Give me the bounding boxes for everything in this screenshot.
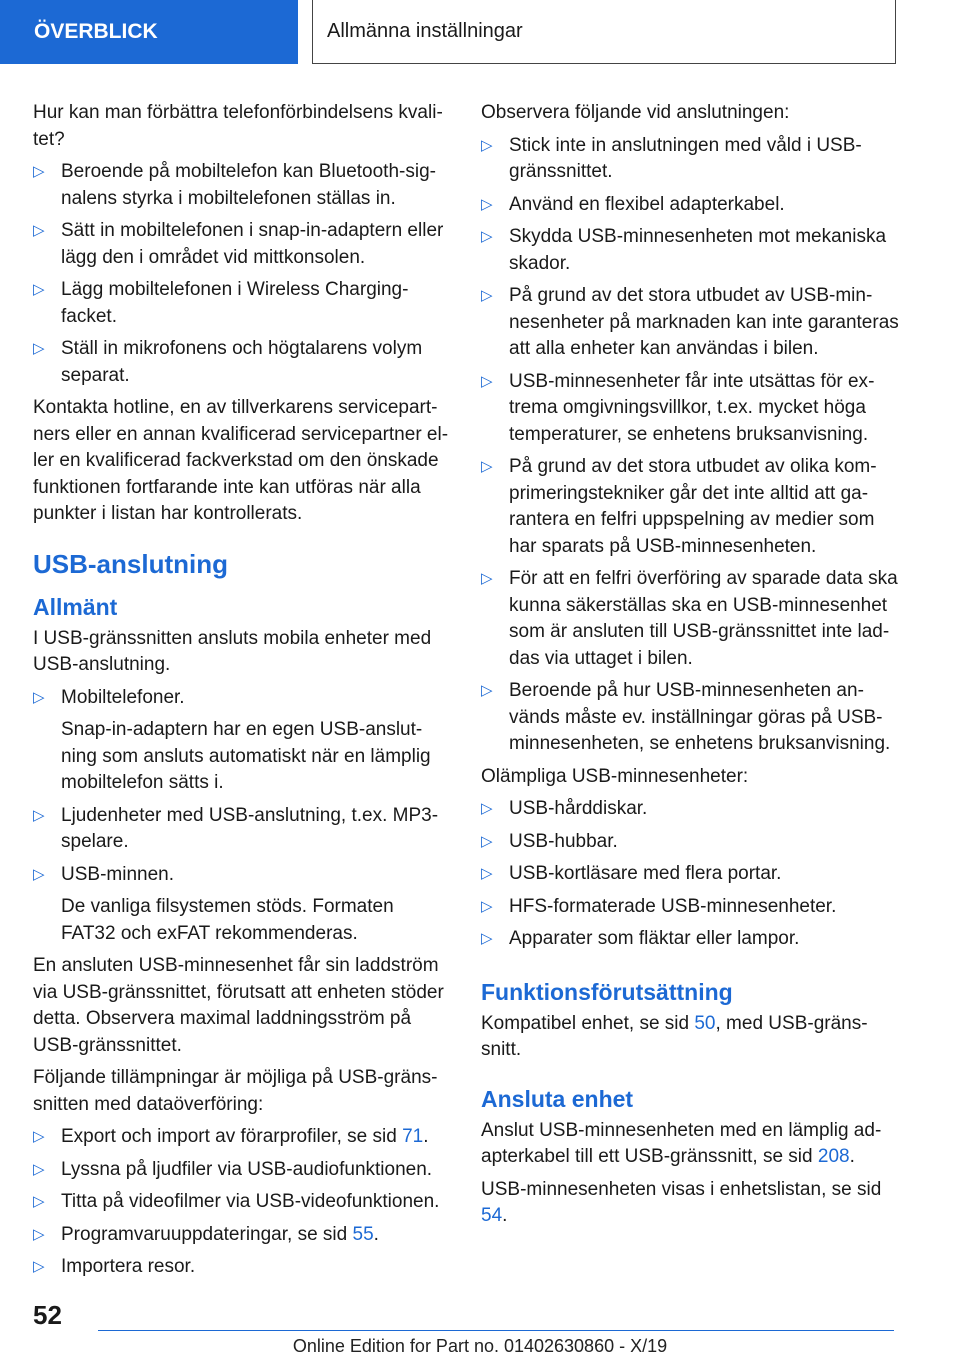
- list-item: ▷ Använd en flexibel adapterkabel.: [481, 192, 899, 219]
- page-link-54[interactable]: 54: [481, 1205, 503, 1226]
- list-item: ▷ Mobiltelefoner. Snap-in-adaptern har en egen USB-anslutning som ansluts automatiskt när en lämplig mobiltelefon sätts i.: [33, 686, 431, 793]
- triangle-bullet-icon: ▷: [481, 682, 493, 699]
- list-item: ▷ Ljudenheter med USB-anslutning, t.ex. MP3-spelare.: [33, 804, 439, 852]
- triangle-bullet-icon: ▷: [33, 340, 45, 357]
- triangle-bullet-icon: ▷: [481, 930, 493, 947]
- triangle-bullet-icon: ▷: [33, 1258, 45, 1275]
- list-item: ▷ USB-hårddiskar.: [481, 796, 899, 823]
- list-item: ▷ Beroende på hur USB-minnesenheten används måste ev. inställningar göras på USB-minnesenheten, se enhetens bruksanvisning.: [481, 680, 891, 754]
- intro-list: [33, 159, 451, 389]
- triangle-bullet-icon: ▷: [481, 897, 493, 915]
- page-number: 52: [33, 1300, 62, 1330]
- section-tab: ÖVERBLICK: [0, 0, 298, 64]
- triangle-bullet-icon: ▷: [481, 372, 493, 390]
- device-list-paragraph: USB-minnesenheten visas i enhetslistan, se sid 54.: [481, 1178, 882, 1226]
- device-list: [33, 685, 451, 948]
- list-item: ▷ Export och import av förarprofiler, se sid 71.: [33, 1124, 451, 1151]
- list-item: ▷ USB-kortläsare med flera portar.: [481, 861, 899, 888]
- chapter-tab: Allmänna inställningar: [312, 0, 896, 64]
- list-item: ▷ Apparater som fläktar eller lampor.: [481, 926, 899, 953]
- list-item: ▷ För att en felfri överföring av sparade data ska kunna säkerställas ska en USB-minnesenhet som är ansluten till USB-gränssnittet inte laddas via uttaget i bilen.: [481, 568, 898, 669]
- triangle-bullet-icon: ▷: [33, 163, 45, 180]
- triangle-bullet-icon: ▷: [33, 1128, 45, 1145]
- page-header: [0, 0, 960, 68]
- unsuitable-paragraph: Olämpliga USB-minnesenheter:: [481, 765, 749, 787]
- triangle-bullet-icon: ▷: [481, 195, 493, 213]
- left-column: [33, 100, 451, 1287]
- triangle-bullet-icon: ▷: [33, 865, 45, 883]
- list-item: ▷ Ställ in mikrofonens och högtalarens volym separat.: [33, 338, 423, 386]
- list-item: ▷ Stick inte in anslutningen med våld i USB-gränssnittet.: [481, 134, 862, 182]
- triangle-bullet-icon: ▷: [481, 136, 493, 154]
- triangle-bullet-icon: ▷: [481, 287, 493, 304]
- triangle-bullet-icon: ▷: [33, 1160, 45, 1178]
- triangle-bullet-icon: ▷: [481, 800, 493, 817]
- list-item: ▷ Titta på videofilmer via USB-videofunktionen.: [33, 1189, 451, 1216]
- triangle-bullet-icon: ▷: [33, 1193, 45, 1210]
- list-item: ▷ Sätt in mobiltelefonen i snap-in-adaptern eller lägg den i området vid mittkonsolen.: [33, 220, 444, 268]
- hotline-paragraph: Kontakta hotline, en av tillverkarens servicepartners eller en annan kvalificerad servicepartner eller en kvalificerad fackverkstad om den önskade funktionen fortfarande inte kan utföras när alla punkter i listan har kontrollerats.: [33, 397, 449, 524]
- right-column: [481, 100, 899, 1236]
- list-item: ▷ Programvaruuppdateringar, se sid 55.: [33, 1222, 451, 1249]
- triangle-bullet-icon: ▷: [33, 688, 45, 706]
- list-item: ▷ På grund av det stora utbudet av olika komprimeringstekniker går det inte alltid att garantera en felfri uppspelning av medier som har sparats på USB-minnesenheten.: [481, 456, 877, 557]
- triangle-bullet-icon: ▷: [481, 570, 493, 587]
- triangle-bullet-icon: ▷: [33, 222, 45, 239]
- page-link-208[interactable]: 208: [817, 1146, 850, 1167]
- triangle-bullet-icon: ▷: [481, 865, 493, 882]
- list-item: ▷ Importera resor.: [33, 1254, 451, 1281]
- triangle-bullet-icon: ▷: [481, 458, 493, 475]
- list-item: ▷ Skydda USB-minnesenheten mot mekaniska skador.: [481, 226, 887, 274]
- apps-list: [33, 1124, 451, 1281]
- list-item: ▷ Lyssna på ljudfiler via USB-audiofunktionen.: [33, 1157, 451, 1184]
- triangle-bullet-icon: ▷: [481, 832, 493, 850]
- observe-list: [481, 133, 899, 758]
- subheading-general: Allmänt: [33, 593, 118, 620]
- triangle-bullet-icon: ▷: [33, 1225, 45, 1243]
- list-item: ▷ USB-hubbar.: [481, 829, 899, 856]
- apps-paragraph: Följande tillämpningar är möjliga på USB-gränssnitten med dataöverföring:: [33, 1067, 438, 1115]
- observe-paragraph: Observera följande vid anslutningen:: [481, 102, 790, 123]
- page-link-71[interactable]: 71: [402, 1126, 424, 1147]
- intro-question: Hur kan man förbättra telefonförbindelsens kvalitet?: [33, 102, 443, 150]
- triangle-bullet-icon: ▷: [481, 228, 493, 245]
- connect-paragraph: Anslut USB-minnesenheten med en lämplig adapterkabel till ett USB-gränssnitt, se sid 208.: [481, 1119, 882, 1167]
- list-item: ▷ På grund av det stora utbudet av USB-minnesenheter på marknaden kan inte garanteras att alla enheter kan användas i bilen.: [481, 285, 899, 359]
- list-item: ▷ HFS-formaterade USB-minnesenheter.: [481, 894, 899, 921]
- subheading-connect: Ansluta enhet: [481, 1085, 634, 1112]
- charge-paragraph: En ansluten USB-minnesenhet får sin laddström via USB-gränssnittet, förutsatt att enheten stöder detta. Observera maximal laddningsström på USB-gränssnittet.: [33, 955, 444, 1056]
- list-item: ▷ Beroende på mobiltelefon kan Bluetooth-signalens styrka i mobiltelefonen ställas in.: [33, 161, 436, 209]
- footer-divider: [98, 1330, 894, 1331]
- footer-edition: Online Edition for Part no. 01402630860 - X/19: [292, 1336, 668, 1356]
- list-item: ▷ USB-minnen. De vanliga filsystemen stöds. Formaten FAT32 och exFAT rekommenderas.: [33, 863, 394, 944]
- list-item: ▷ Lägg mobiltelefonen i Wireless Charging-facket.: [33, 279, 409, 327]
- subheading-function: Funktionsförutsättning: [481, 978, 733, 1005]
- page-link-55[interactable]: 55: [352, 1223, 374, 1245]
- function-paragraph: Kompatibel enhet, se sid 50, med USB-gränssnitt.: [481, 1012, 868, 1060]
- triangle-bullet-icon: ▷: [33, 806, 45, 824]
- unsuitable-list: [481, 796, 899, 953]
- list-item: ▷ USB-minnesenheter får inte utsättas för extrema omgivningsvillkor, t.ex. mycket höga temperaturer, se enhetens bruksanvisning.: [481, 370, 875, 445]
- general-paragraph: I USB-gränssnitten ansluts mobila enheter med USB-anslutning.: [33, 627, 432, 675]
- section-heading-usb: USB-anslutning: [33, 548, 228, 579]
- page-link-50[interactable]: 50: [694, 1012, 716, 1034]
- triangle-bullet-icon: ▷: [33, 281, 45, 298]
